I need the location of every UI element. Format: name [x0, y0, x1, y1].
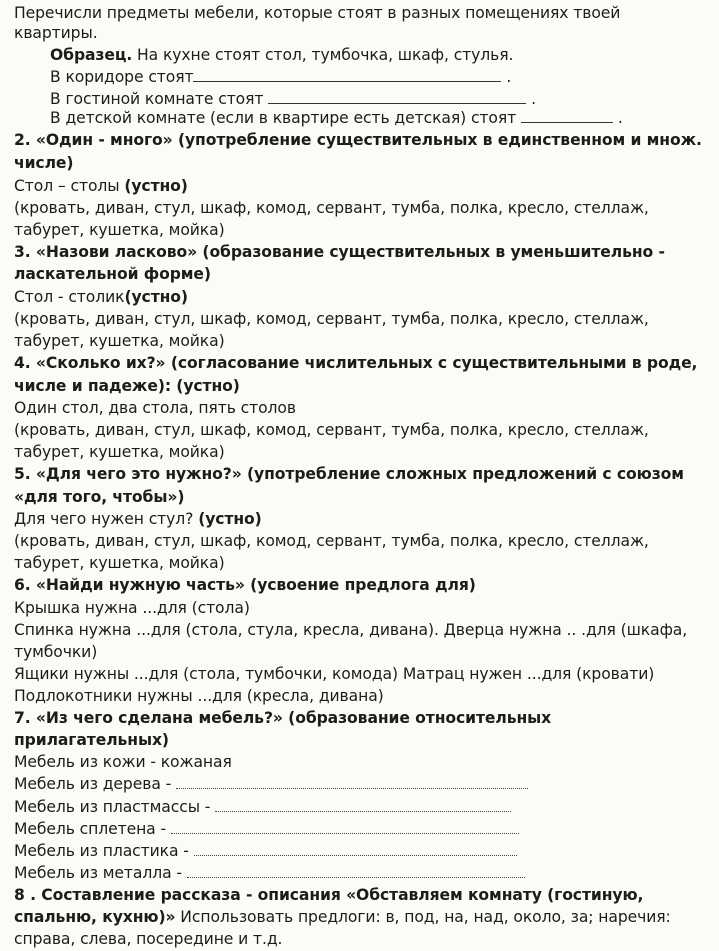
- living-period: .: [531, 90, 536, 108]
- s7-line-4-text: Мебель сплетена -: [14, 820, 167, 838]
- s7-line-5-text: Мебель из пластика -: [14, 842, 189, 860]
- s7-line-4-blank[interactable]: [171, 820, 519, 834]
- s7-line-6: [14, 863, 525, 883]
- s5-example: [14, 509, 262, 529]
- corridor-period: .: [506, 68, 512, 86]
- kids-blank[interactable]: [521, 109, 613, 123]
- s7-line-3: [14, 797, 511, 817]
- sample-label: Образец.: [50, 46, 133, 64]
- living-text: В гостиной комнате стоят: [50, 90, 264, 108]
- s2-list-2: табурет, кушетка, мойка): [14, 221, 225, 239]
- s8-heading-2: [14, 907, 671, 927]
- s4-example: Один стол, два стола, пять столов: [14, 399, 296, 417]
- intro-line-2: квартиры.: [14, 24, 98, 42]
- s7-line-6-text: Мебель из металла -: [14, 864, 182, 882]
- s5-list-1: (кровать, диван, стул, шкаф, комод, сервант, тумба, полка, кресло, стеллаж,: [14, 532, 649, 550]
- s5-list-2: табурет, кушетка, мойка): [14, 554, 225, 572]
- s7-line-3-blank[interactable]: [215, 798, 511, 812]
- s3-heading-2: ласкательной форме): [14, 265, 211, 283]
- s3-heading-1: 3. «Назови ласково» (образование существительных в уменьшительно -: [14, 243, 665, 261]
- s5-example-oral: (устно): [198, 510, 262, 528]
- corridor-blank[interactable]: [193, 68, 501, 82]
- s7-line-2-blank[interactable]: [176, 775, 528, 789]
- corridor-text: В коридоре стоят: [50, 68, 194, 86]
- s2-example: [14, 176, 188, 196]
- s7-line-5-blank[interactable]: [194, 842, 517, 856]
- s5-heading-1: 5. «Для чего это нужно?» (употребление сложных предложений с союзом: [14, 465, 684, 483]
- s3-list-2: табурет, кушетка, мойка): [14, 332, 225, 350]
- living-blank[interactable]: [268, 90, 526, 104]
- living-line: [50, 89, 536, 109]
- s2-heading-2: числе): [14, 154, 74, 172]
- intro-line-1: Перечисли предметы мебели, которые стоят в разных помещениях твоей: [14, 4, 621, 22]
- s6-line-1: Крышка нужна ...для (стола): [14, 599, 250, 617]
- s7-line-3-text: Мебель из пластмассы -: [14, 798, 211, 816]
- s2-example-text: Стол – столы: [14, 177, 125, 195]
- s8-heading-2-bold: спальню, кухню)»: [14, 908, 176, 926]
- s2-list-1: (кровать, диван, стул, шкаф, комод, сервант, тумба, полка, кресло, стеллаж,: [14, 199, 649, 217]
- s7-line-2-text: Мебель из дерева -: [14, 775, 172, 793]
- s3-example-oral: (устно): [124, 288, 188, 306]
- s7-line-1: Мебель из кожи - кожаная: [14, 753, 232, 771]
- s7-line-4: [14, 819, 519, 839]
- kids-line: [50, 108, 623, 128]
- s5-heading-2: «для того, чтобы»): [14, 488, 185, 506]
- s3-example: [14, 287, 188, 307]
- s2-heading-1: 2. «Один - много» (употребление существительных в единственном и множ.: [14, 131, 702, 149]
- s6-line-4: Ящики нужны ...для (стола, тумбочки, комода) Матрац нужен ...для (кровати): [14, 665, 655, 683]
- kids-period: .: [617, 109, 623, 127]
- s6-line-3: тумбочки): [14, 643, 98, 661]
- s2-example-oral: (устно): [124, 177, 188, 195]
- s4-list-2: табурет, кушетка, мойка): [14, 443, 225, 461]
- s6-line-5: Подлокотники нужны ...для (кресла, дивана): [14, 687, 384, 705]
- s7-heading-1: 7. «Из чего сделана мебель?» (образование относительных: [14, 709, 552, 727]
- s7-heading-2: прилагательных): [14, 731, 169, 749]
- s7-line-6-blank[interactable]: [187, 864, 525, 878]
- s3-example-text: Стол - столик: [14, 288, 125, 306]
- sample-text: На кухне стоят стол, тумбочка, шкаф, стулья.: [132, 46, 514, 64]
- s4-heading-2: числе и падеже): (устно): [14, 377, 240, 395]
- s6-heading: 6. «Найди нужную часть» (усвоение предлога для): [14, 576, 476, 594]
- s3-list-1: (кровать, диван, стул, шкаф, комод, сервант, тумба, полка, кресло, стеллаж,: [14, 310, 649, 328]
- s8-heading-2-rest: Использовать предлоги: в, под, на, над, около, за; наречия:: [175, 908, 671, 926]
- sample-line: [50, 45, 513, 65]
- s5-example-text: Для чего нужен стул?: [14, 510, 199, 528]
- s8-heading-3: справа, слева, посередине и т.д.: [14, 930, 283, 948]
- s8-heading-1: 8 . Составление рассказа - описания «Обставляем комнату (гостиную,: [14, 886, 644, 904]
- s4-heading-1: 4. «Сколько их?» (согласование числительных с существительными в роде,: [14, 354, 698, 372]
- corridor-line: [50, 67, 511, 87]
- s4-list-1: (кровать, диван, стул, шкаф, комод, сервант, тумба, полка, кресло, стеллаж,: [14, 421, 649, 439]
- s7-line-5: [14, 841, 517, 861]
- s7-line-2: [14, 774, 528, 794]
- s6-line-2: Спинка нужна ...для (стола, стула, кресла, дивана). Дверца нужна .. .для (шкафа,: [14, 621, 688, 639]
- kids-text: В детской комнате (если в квартире есть детская) стоят: [50, 109, 517, 127]
